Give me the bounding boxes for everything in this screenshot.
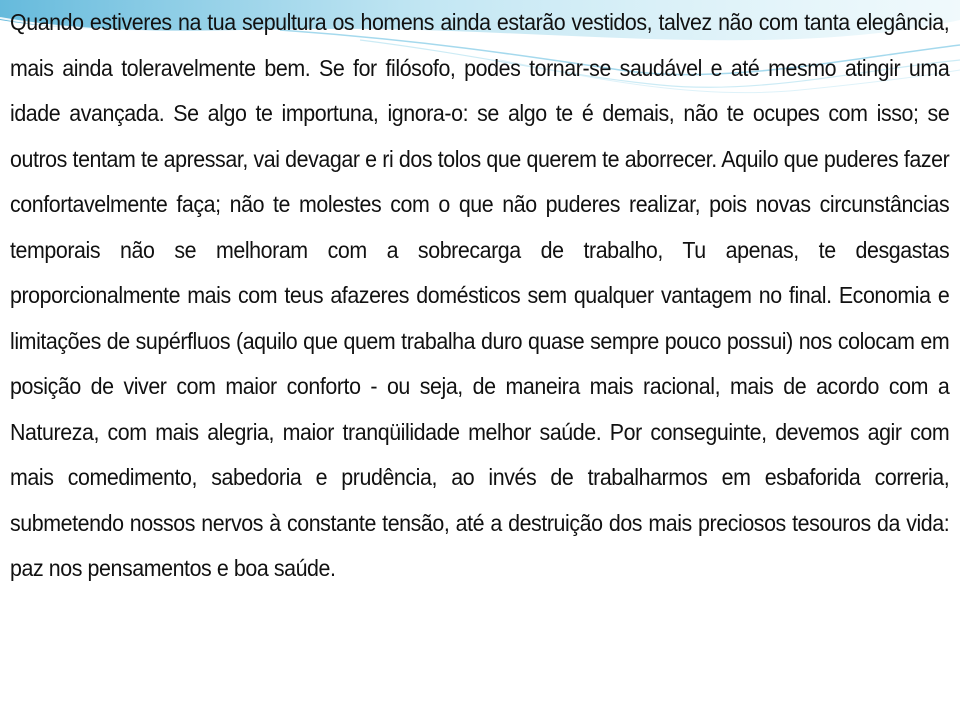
body-paragraph: Quando estiveres na tua sepultura os homens ainda estarão vestidos, talvez não com tanta elegância, mais ainda toleravelmente bem. Se for filósofo, podes tornar-se saudável e até mesmo atingir uma idade avançada. Se algo te importuna, ignora-o: se algo te é demais, não te ocupes com isso; se outros tentam te apressar, vai devagar e ri dos tolos que querem te aborrecer. Aquilo que puderes fazer confortavelmente faça; não te molestes com o que não puderes realizar, pois novas circunstâncias temporais não se melhoram com a sobrecarga de trabalho, Tu apenas, te desgastas proporcionalmente mais com teus afazeres domésticos sem qualquer vantagem no final. Economia e limitações de supérfluos (aquilo que quem trabalha duro quase sempre pouco possui) nos colocam em posição de viver com maior conforto - ou seja, de maneira mais racional, mais de acordo com a Natureza, com mais alegria, maior tranqüilidade melhor saúde. Por conseguinte, devemos agir com mais comedimento, sabedoria e prudência, ao invés de trabalharmos em esbaforida correria, submetendo nossos nervos à constante tensão, até a destruição dos mais preciosos tesouros da vida: paz nos pensamentos e boa saúde. xyxy=(10,9,950,581)
